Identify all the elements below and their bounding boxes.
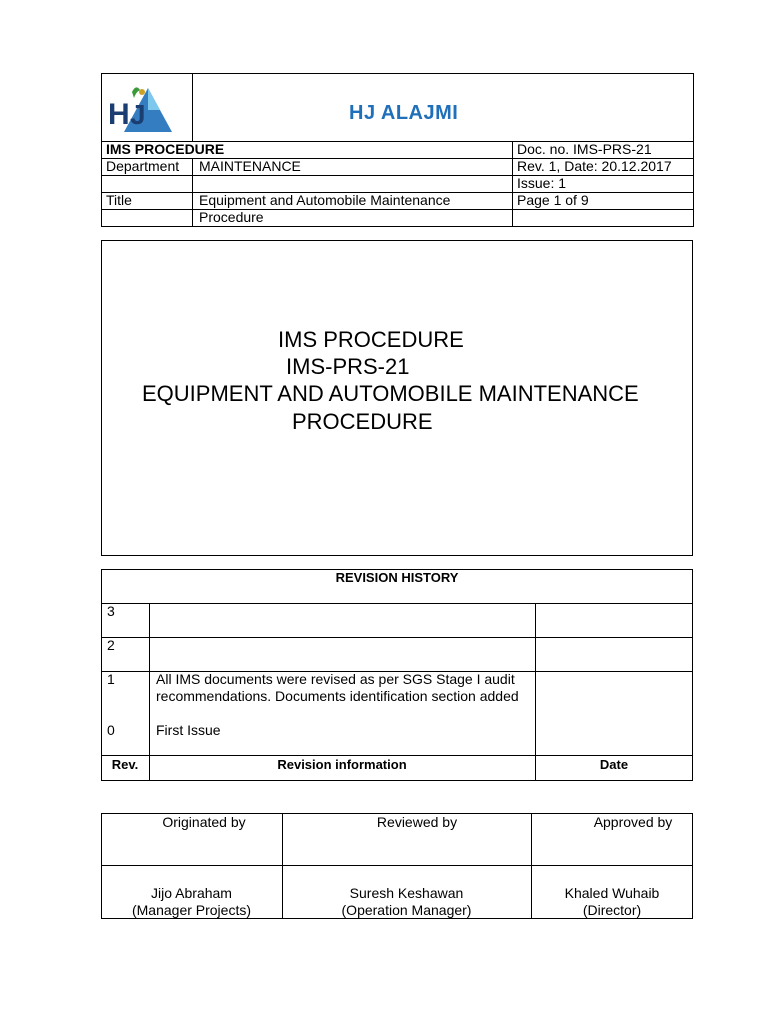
company-name: HJ ALAJMI (349, 102, 459, 124)
originator-role: (Manager Projects) (131, 902, 252, 918)
company-logo (106, 80, 176, 136)
cover-title: IMS PROCEDURE (278, 327, 464, 352)
table-row-rev: 3 (107, 603, 115, 619)
table-row-info: All IMS documents were revised as per SGS Stage I audit (156, 671, 515, 687)
approved-by-label: Approved by (593, 814, 673, 830)
approver-name: Khaled Wuhaib (564, 885, 660, 901)
cover-subtitle-continued: PROCEDURE (292, 409, 433, 434)
logo-letters-j: J (130, 99, 146, 130)
reviewer-name: Suresh Keshawan (349, 885, 464, 901)
table-row-rev: 1 (107, 671, 115, 687)
revision-history-title: REVISION HISTORY (335, 570, 459, 585)
revision-info: Rev. 1, Date: 20.12.2017 (517, 158, 672, 174)
department-value: MAINTENANCE (199, 158, 301, 174)
originator-name: Jijo Abraham (151, 885, 232, 901)
column-header-date: Date (599, 757, 629, 772)
doc-number: Doc. no. IMS-PRS-21 (517, 141, 652, 157)
table-row-rev: 2 (107, 637, 115, 653)
issue-number: Issue: 1 (517, 175, 567, 191)
department-label: Department (106, 158, 180, 174)
table-row-rev: 0 (107, 722, 115, 738)
reviewer-role: (Operation Manager) (341, 902, 472, 918)
originated-by-label: Originated by (162, 814, 246, 830)
procedure-label: IMS PROCEDURE (106, 141, 225, 157)
column-header-info: Revision information (277, 757, 407, 772)
approver-role: (Director) (582, 902, 642, 918)
page-number: Page 1 of 9 (517, 192, 589, 208)
title-value-continued: Procedure (199, 209, 264, 225)
table-row-info-continued: recommendations. Documents identification section added (156, 688, 519, 704)
reviewed-by-label: Reviewed by (376, 814, 458, 830)
title-value: Equipment and Automobile Maintenance (199, 192, 451, 208)
table-row-info: First Issue (156, 722, 221, 738)
logo-letters-h: H (108, 98, 130, 131)
title-label: Title (106, 192, 132, 208)
cover-doc-number: IMS-PRS-21 (286, 354, 410, 379)
cover-subtitle: EQUIPMENT AND AUTOMOBILE MAINTENANCE (142, 381, 639, 406)
column-header-rev: Rev. (111, 757, 139, 772)
